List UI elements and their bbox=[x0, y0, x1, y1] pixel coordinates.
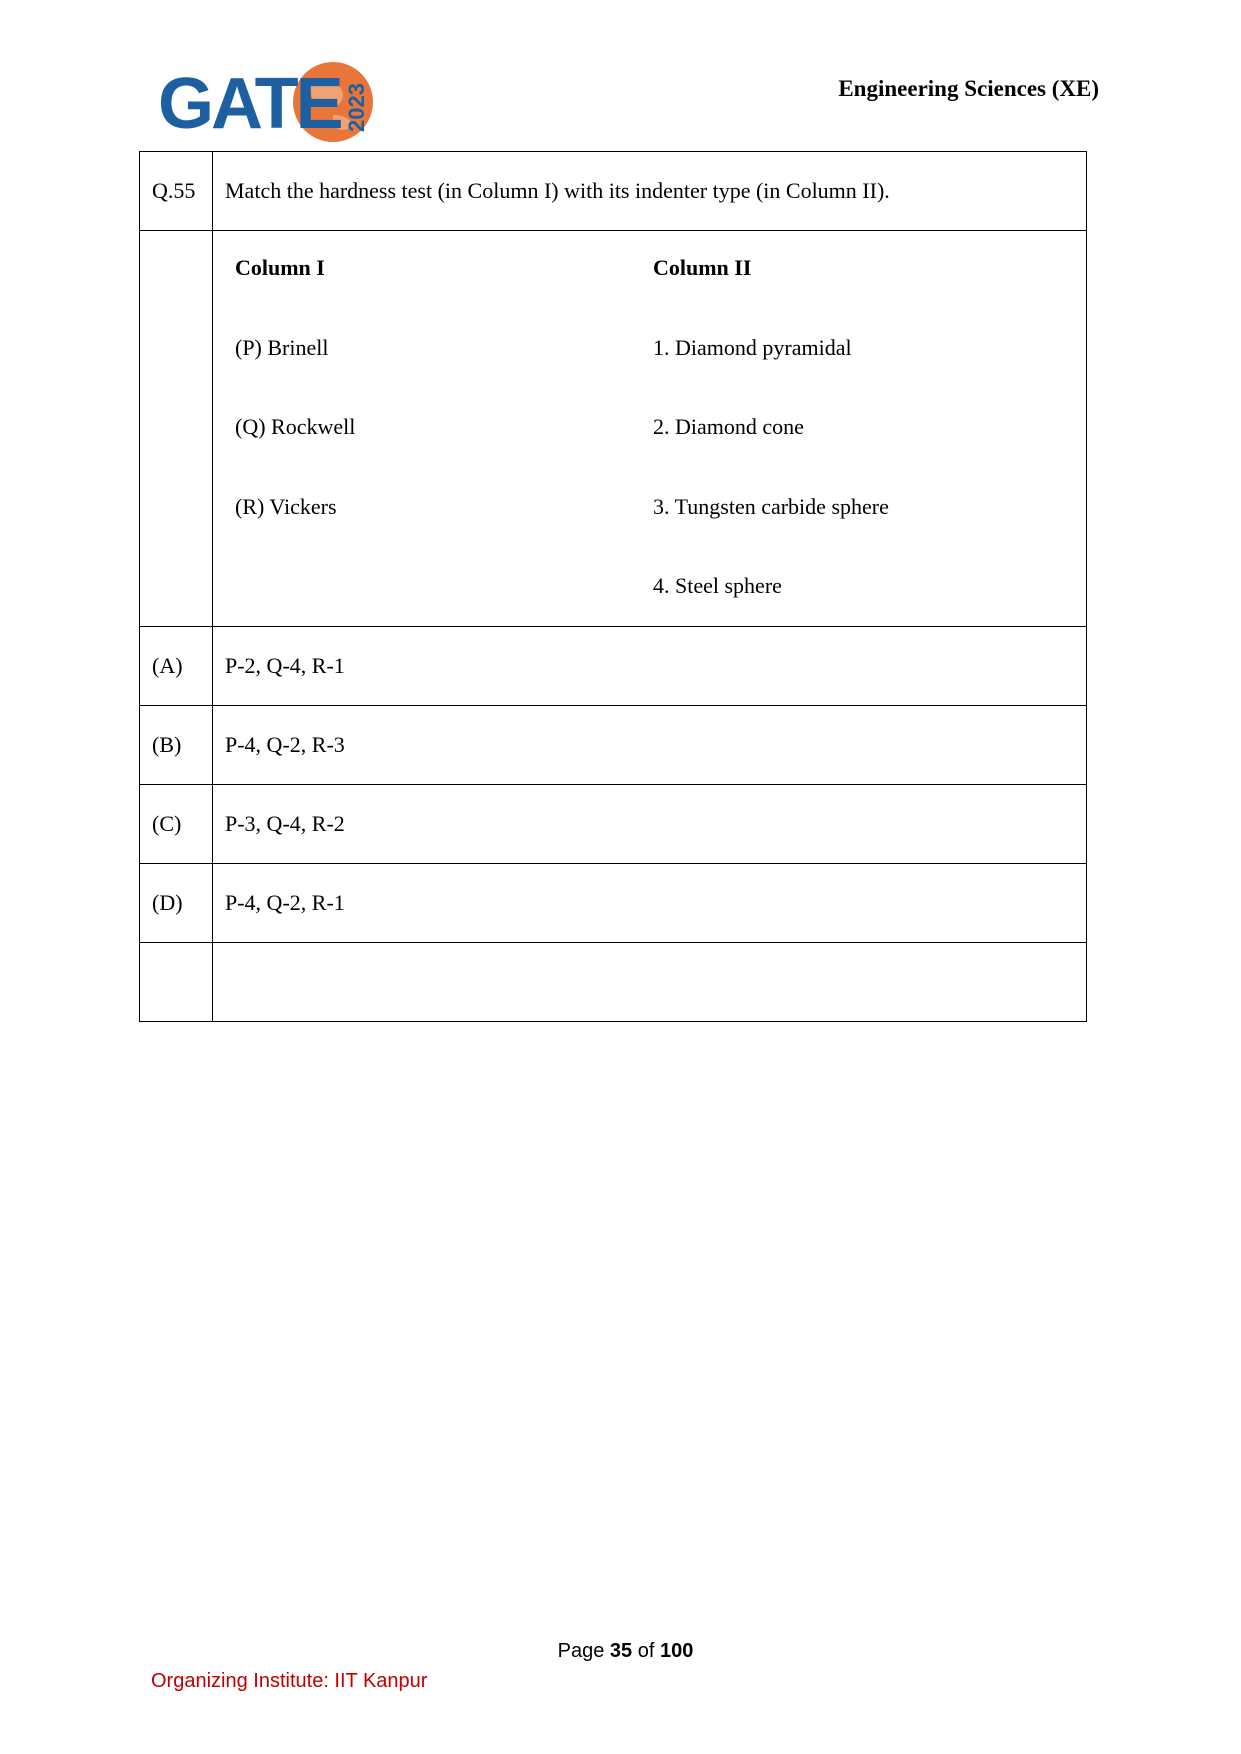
column1-item: (R) Vickers bbox=[235, 494, 337, 519]
option-c[interactable] bbox=[140, 785, 1087, 864]
option-text: P-4, Q-2, R-3 bbox=[213, 706, 1087, 785]
option-b[interactable] bbox=[140, 706, 1087, 785]
question-number: Q.55 bbox=[140, 152, 213, 231]
subject-title: Engineering Sciences (XE) bbox=[838, 76, 1099, 101]
option-a[interactable] bbox=[140, 627, 1087, 706]
column2-item: 2. Diamond cone bbox=[653, 414, 804, 439]
question-row bbox=[140, 152, 1087, 231]
option-text: P-3, Q-4, R-2 bbox=[213, 785, 1087, 864]
page-number: Page 35 of 100 bbox=[557, 1640, 694, 1662]
option-text: P-4, Q-2, R-1 bbox=[213, 864, 1087, 943]
column1-item: (P) Brinell bbox=[235, 335, 329, 360]
svg-text:2023: 2023 bbox=[344, 83, 369, 132]
column1-item: (Q) Rockwell bbox=[235, 414, 356, 439]
column2-item: 4. Steel sphere bbox=[653, 573, 782, 598]
option-label: (D) bbox=[140, 864, 213, 943]
gate-logo bbox=[158, 60, 373, 144]
column2-item: 1. Diamond pyramidal bbox=[653, 335, 852, 360]
option-label: (B) bbox=[140, 706, 213, 785]
column2-header: Column II bbox=[653, 255, 752, 280]
column2-item: 3. Tungsten carbide sphere bbox=[653, 494, 889, 519]
organizing-institute: Organizing Institute: IIT Kanpur bbox=[151, 1670, 428, 1692]
empty-row bbox=[140, 943, 1087, 1022]
svg-text:GATE: GATE bbox=[158, 64, 341, 144]
question-table bbox=[139, 151, 1087, 1022]
match-row bbox=[140, 231, 1087, 627]
option-label: (C) bbox=[140, 785, 213, 864]
option-text: P-2, Q-4, R-1 bbox=[213, 627, 1087, 706]
column1-header: Column I bbox=[235, 255, 325, 280]
option-label: (A) bbox=[140, 627, 213, 706]
option-d[interactable] bbox=[140, 864, 1087, 943]
question-text: Match the hardness test (in Column I) with its indenter type (in Column II). bbox=[213, 152, 1087, 231]
